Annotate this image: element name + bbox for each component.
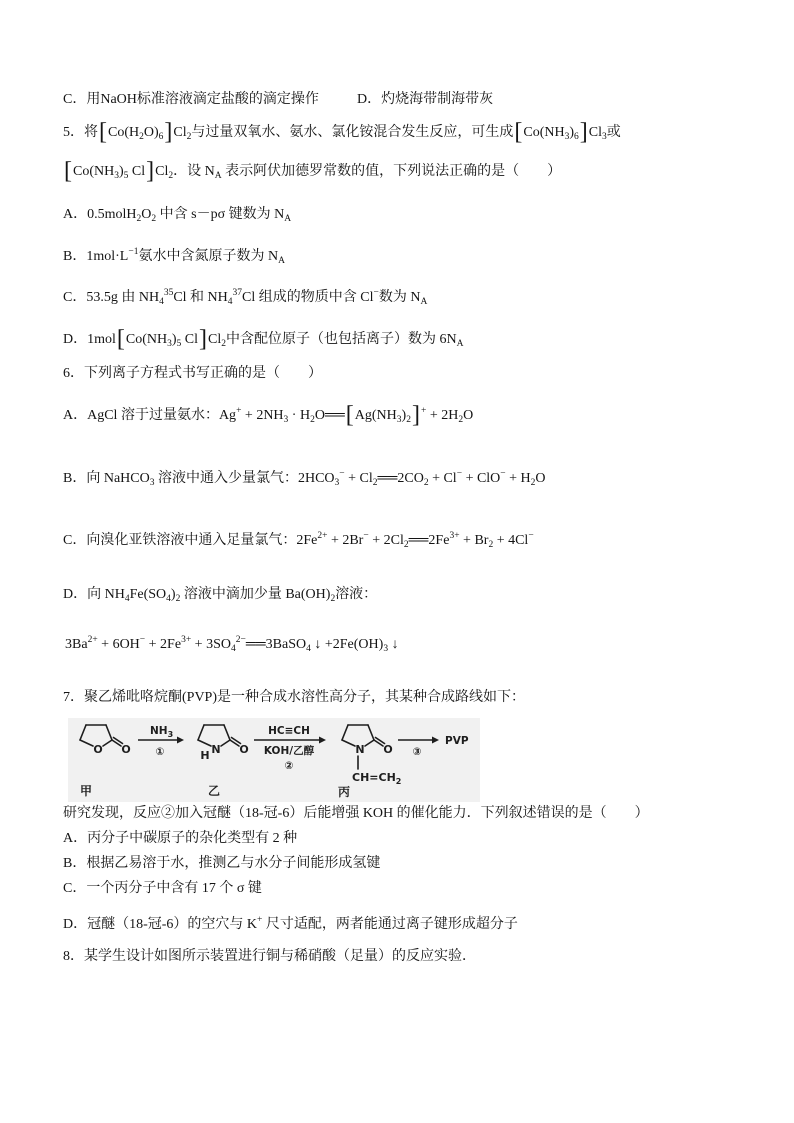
step3-number: ③ (412, 746, 422, 758)
text-run: ══3BaSO (245, 637, 307, 652)
subscript: 3 (564, 132, 570, 142)
subscript: 2 (406, 415, 411, 425)
reagent-formula: NH (150, 725, 168, 737)
text-run: ．设 N (173, 164, 215, 179)
subscript: 3 (383, 644, 389, 654)
superscript: − (363, 531, 369, 541)
text-run: ) (401, 408, 407, 423)
text-run: + 2Fe (145, 637, 182, 652)
vinyl-formula: CH=CH (352, 771, 396, 784)
subscript: 5 (123, 171, 129, 181)
text-run: 中含 s－pσ 键数为 N (156, 207, 285, 222)
subscript: 2 (530, 478, 536, 488)
text-run: + 3SO (191, 637, 231, 652)
q7-option-c (63, 879, 262, 899)
text-run: + H (505, 471, 531, 486)
bing-carbonyl-oxygen: O (383, 743, 393, 756)
text-run: 7．聚乙烯吡咯烷酮(PVP)是一种合成水溶性高分子，其某种合成路线如下： (63, 690, 526, 705)
subscript: 3 (334, 478, 340, 488)
superscript: 35 (163, 288, 174, 298)
text-run: O (141, 207, 152, 222)
text-run: ) (171, 332, 177, 347)
subscript: 4 (230, 644, 236, 654)
subscript: 2 (221, 339, 227, 349)
subscript: 3 (396, 415, 402, 425)
subscript: A (456, 339, 464, 349)
text-run: D．冠醚（18-冠-6）的空穴与 K (63, 917, 258, 932)
subscript: 2 (372, 478, 378, 488)
text-run: A．丙分子中碳原子的杂化类型有 2 种 (63, 831, 298, 846)
text-run: A．AgCl 溶于过量氨水：Ag (63, 408, 237, 423)
text-run: Co(NH (125, 332, 168, 347)
bracket: [ (64, 158, 72, 184)
text-run: + 2Cl (368, 533, 404, 548)
bracket: [ (345, 402, 354, 428)
q5-option-a (63, 205, 291, 225)
compound-label-bing: 丙 (338, 785, 351, 799)
text-run: Cl (208, 332, 222, 347)
text-run: + 4Cl (493, 533, 529, 548)
text-run: + ClO (462, 471, 501, 486)
text-run: · H (288, 408, 311, 423)
bing-vinyl-group (352, 771, 401, 786)
text-run: B．根据乙易溶于水，推测乙与水分子间能形成氢键 (63, 856, 381, 871)
text-run: 与过量双氧水、氨水、氯化铵混合发生反应，可生成 (191, 125, 514, 140)
step3-product: PVP (445, 735, 469, 747)
superscript: 37 (232, 288, 243, 298)
subscript: 2 (403, 540, 409, 550)
step2-reagent-top: HC≡CH (268, 725, 310, 737)
q5-option-d (63, 326, 464, 352)
q5-option-b (63, 247, 285, 267)
subscript: 2 (488, 540, 494, 550)
text-run: O══ (314, 408, 345, 423)
text-run: + 6OH (97, 637, 140, 652)
superscript: 3+ (449, 531, 460, 541)
superscript: − (500, 469, 506, 479)
text-run: C．向溴化亚铁溶液中通入足量氯气：2Fe (63, 533, 318, 548)
subscript: 4 (166, 594, 171, 604)
subscript: 2 (395, 777, 402, 786)
text-run: O (463, 408, 474, 423)
text-run: + 2H (426, 408, 459, 423)
compound-label-jia: 甲 (80, 784, 93, 798)
subscript: 2 (458, 415, 464, 425)
superscript: 3+ (181, 635, 192, 645)
q7-note (63, 804, 649, 824)
step2-reagent-bottom: KOH/乙醇 (263, 745, 315, 757)
text-run: 3Ba (65, 637, 88, 652)
yi-carbonyl-oxygen: O (239, 743, 249, 756)
text-run: D．1mol (63, 332, 116, 347)
bracket: [ (514, 119, 523, 145)
subscript: 2 (136, 214, 142, 224)
superscript: − (456, 469, 463, 479)
yi-hydrogen: H (200, 749, 210, 762)
text-run: 研究发现，反应②加入冠醚（18-冠-6）后能增强 KOH 的催化能力．下列叙述错误的是（ ） (63, 806, 649, 821)
superscript: −1 (128, 247, 139, 257)
subscript: 3 (114, 171, 119, 181)
text-run: ) (170, 587, 176, 602)
subscript: 2 (151, 214, 157, 224)
q5-stem-line2 (63, 158, 562, 184)
superscript: − (528, 531, 534, 541)
superscript: 2+ (87, 635, 98, 645)
superscript: − (373, 288, 379, 298)
q6-option-b (63, 469, 546, 489)
subscript: 2 (423, 478, 429, 488)
superscript: 2+ (317, 531, 328, 541)
text-run: + Br (459, 533, 489, 548)
superscript: + (236, 406, 242, 416)
subscript: 2 (139, 132, 144, 142)
subscript: A (214, 171, 222, 181)
text-run: + Cl (428, 471, 457, 486)
text-run: + 2NH (241, 408, 284, 423)
text-run: ══2Fe (408, 533, 450, 548)
q4-option-c (63, 90, 319, 110)
bracket: ] (164, 119, 173, 145)
subscript: 4 (159, 297, 164, 307)
q8-stem (63, 947, 476, 967)
text-run: Ag(NH (354, 408, 397, 423)
subscript: 3 (149, 478, 155, 488)
jia-carbonyl-oxygen: O (121, 743, 131, 756)
text-run: Fe(SO (129, 587, 167, 602)
text-run: + 2Br (327, 533, 364, 548)
q6-option-d (63, 585, 377, 605)
text-run: Co(NH (523, 125, 565, 140)
step2-number: ② (284, 760, 294, 772)
text-run: Cl 和 NH (173, 290, 228, 305)
text-run: B．向 NaHCO (63, 471, 150, 486)
text-run: ↓ +2Fe(OH) (310, 637, 384, 652)
text-run: D．向 NH (63, 587, 125, 602)
subscript: 2 (175, 594, 181, 604)
text-run: 表示阿伏加德罗常数的值，下列说法正确的是（ ） (221, 164, 562, 179)
text-run: 8．某学生设计如图所示装置进行铜与稀硝酸（足量）的反应实验． (63, 949, 476, 964)
text-run: 溶液中滴加少量 Ba(OH) (180, 587, 331, 602)
superscript: − (339, 469, 345, 479)
subscript: 2 (310, 415, 315, 425)
bracket: ] (411, 402, 420, 428)
text-run: 溶液中通入少量氯气：2HCO (154, 471, 335, 486)
q7-option-b (63, 854, 380, 874)
text-run: Co(NH (73, 164, 115, 179)
text-run: ) (118, 164, 124, 179)
subscript: 4 (227, 297, 233, 307)
text-run: Cl (588, 125, 603, 140)
text-run: C．用NaOH标准溶液滴定盐酸的滴定操作 (63, 92, 319, 107)
subscript: A (420, 297, 428, 307)
text-run: Co(H (108, 125, 140, 140)
text-run: 5．将 (63, 125, 98, 140)
subscript: A (278, 256, 285, 266)
subscript: 4 (124, 594, 130, 604)
q5-option-c (63, 288, 427, 308)
subscript: 3 (602, 132, 607, 142)
text-run: + Cl (344, 471, 373, 486)
bing-nitrogen: N (355, 743, 365, 756)
q6-option-c (63, 531, 534, 551)
text-run: 数为 N (378, 290, 421, 305)
subscript: 2 (330, 594, 336, 604)
q6-stem (63, 364, 322, 384)
text-run: O) (143, 125, 159, 140)
subscript: 3 (167, 730, 174, 739)
subscript: 3 (283, 415, 289, 425)
bracket: ] (579, 119, 588, 145)
step1-number: ① (155, 746, 165, 758)
text-run: Cl (155, 164, 169, 179)
text-run: ↓ (388, 637, 399, 652)
text-run: C．53.5g 由 NH (63, 290, 160, 305)
subscript: 6 (574, 132, 579, 142)
text-run: 或 (606, 125, 621, 140)
text-run: Cl (173, 125, 187, 140)
q4-option-d (357, 90, 493, 110)
text-run: 中含配位原子（也包括离子）数为 6N (226, 332, 457, 347)
text-run: Cl (128, 164, 146, 179)
superscript: + (257, 915, 263, 925)
q5-stem-line1 (63, 119, 621, 145)
superscript: + (420, 406, 427, 416)
text-run: ══2CO (377, 471, 424, 486)
text-run: C．一个丙分子中含有 17 个 σ 键 (63, 881, 262, 896)
subscript: 6 (158, 132, 164, 142)
q6-option-a (63, 402, 474, 428)
subscript: A (284, 214, 292, 224)
subscript: 4 (306, 644, 311, 654)
compound-label-yi: 乙 (208, 784, 221, 798)
bracket: [ (116, 326, 125, 352)
q7-stem (63, 688, 525, 708)
subscript: 2 (186, 132, 192, 142)
q7-option-a (63, 829, 297, 849)
bracket: [ (99, 119, 107, 145)
text-run: O (535, 471, 546, 486)
subscript: 3 (167, 339, 172, 349)
text-run: D．灼烧海带制海带灰 (357, 92, 494, 107)
text-run: Cl (181, 332, 199, 347)
yi-nitrogen: N (211, 743, 221, 756)
bracket: ] (199, 326, 208, 352)
text-run: 6．下列离子方程式书写正确的是（ ） (63, 366, 322, 381)
subscript: 5 (176, 339, 182, 349)
text-run: ) (569, 125, 575, 140)
superscript: − (139, 635, 146, 645)
text-run: B．1mol·L (63, 249, 129, 264)
synthesis-route-scheme (68, 718, 480, 802)
text-run: 尺寸适配，两者能通过离子键形成超分子 (262, 917, 518, 932)
text-run: Cl 组成的物质中含 Cl (242, 290, 374, 305)
text-run: A．0.5molH (63, 207, 137, 222)
q6-option-d-equation (65, 635, 399, 655)
superscript: 2− (235, 635, 246, 645)
text-run: 溶液： (335, 587, 378, 602)
bracket: ] (146, 158, 155, 184)
text-run: 氨水中含氮原子数为 N (138, 249, 279, 264)
q7-option-d (63, 915, 518, 935)
jia-ring-oxygen: O (93, 743, 103, 756)
subscript: 2 (168, 171, 174, 181)
